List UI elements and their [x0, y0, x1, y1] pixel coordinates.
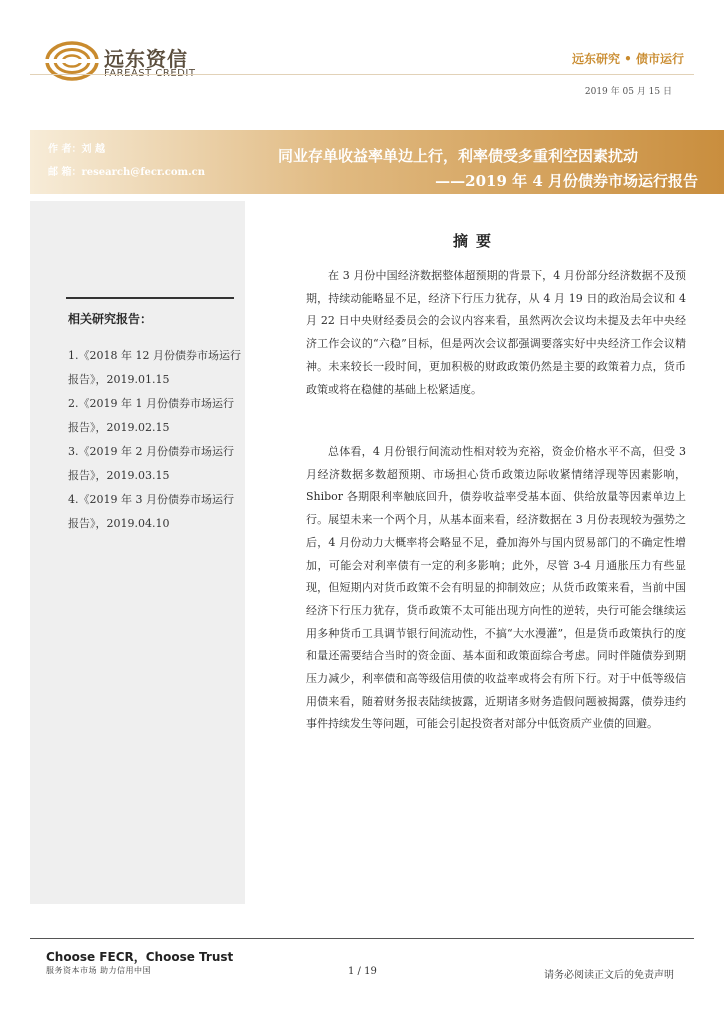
- related-report-item: 1.《2018 年 12 月份债券市场运行报告》，2019.01.15: [68, 349, 241, 386]
- abstract-paragraph-2: 总体看，4 月份银行间流动性相对较为充裕，资金价格水平不高，但受 3 月经济数据多数超预期、市场担心货币政策边际收紧情绪浮现等因素影响，Shibor 各期限利率触底回升，债券收益率受基本面、供给放量等因素单边上行。展望未来一个两个月，从基本面来看，经济数据在 3 月份表现较为强势之后，4 月份动力大概率将会略显不足，叠加海外与国内贸易部门的不确定性增加，可能会对利率债有一定的利多影响；此外，尽管 3-4 月通胀压力有些显现，但短期内对货币政策不会有明显的抑制效应；从货币政策来看，当前中国经济下行压力犹存，货币政策不太可能出现方向性的逆转，央行可能会继续运用多种货币工具调节银行间流动性，不搞“大水漫灌”，但是货币政策执行的度和量还需要结合当时的资金面、基本面和政策面综合考虑。同时伴随债券到期压力减少，利率债和高等级信用债的收益率或将会有所下行。对于中低等级信用债来看，随着财务报表陆续披露，近期诸多财务造假问题被揭露，债券违约事件持续发生等问题，可能会引起投资者对部分中低资质产业债的回避。: [306, 445, 686, 731]
- report-date: 2019 年 05 月 15 日: [584, 87, 672, 97]
- fareast-credit-logo-icon: [44, 40, 100, 82]
- footer-slogan-cn: 服务资本市场 助力信用中国: [46, 966, 152, 975]
- related-report-item: 2.《2019 年 1 月份债券市场运行报告》，2019.02.15: [68, 397, 234, 434]
- disclaimer-note: 请务必阅读正文后的免责声明: [544, 970, 674, 981]
- report-subtitle: ——2019 年 4 月份债券市场运行报告: [435, 172, 698, 190]
- author-line: 作 者：刘 越: [48, 144, 105, 155]
- related-reports-list: [68, 344, 243, 536]
- related-reports-heading: 相关研究报告：: [68, 312, 153, 326]
- brand-name-cn: 远东资信: [104, 47, 188, 71]
- report-title: 同业存单收益率单边上行，利率债受多重利空因素扰动: [278, 147, 639, 165]
- page-number: 1 / 19: [348, 966, 377, 977]
- sidebar-panel: [30, 201, 245, 904]
- abstract-paragraph-1: 在 3 月份中国经济数据整体超预期的背景下，4 月份部分经济数据不及预期，持续动能略显不足，经济下行压力犹存，从 4 月 19 日的政治局会议和 4 月 22 日中央财经委员会的会议内容来看，虽然两次会议均未提及去年中央经济工作会议的“六稳”目标，但是两次会议都强调要落实好中央经济工作会议精神。未来较长一段时间，更加积极的财政政策仍然是主要的政策着力点，货币政策或将在稳健的基础上松紧适度。: [306, 269, 686, 396]
- footer-divider: [30, 938, 694, 939]
- email-line: 邮 箱：research@fecr.com.cn: [48, 167, 205, 178]
- sidebar-divider: [66, 297, 234, 299]
- abstract-heading: 摘要: [453, 232, 500, 250]
- header-divider: [30, 74, 694, 75]
- related-report-item: 4.《2019 年 3 月份债券市场运行报告》，2019.04.10: [68, 493, 234, 530]
- related-report-item: 3.《2019 年 2 月份债券市场运行报告》，2019.03.15: [68, 445, 234, 482]
- report-series: 远东研究 • 债市运行: [571, 52, 684, 66]
- footer-slogan-en: Choose FECR，Choose Trust: [46, 950, 234, 964]
